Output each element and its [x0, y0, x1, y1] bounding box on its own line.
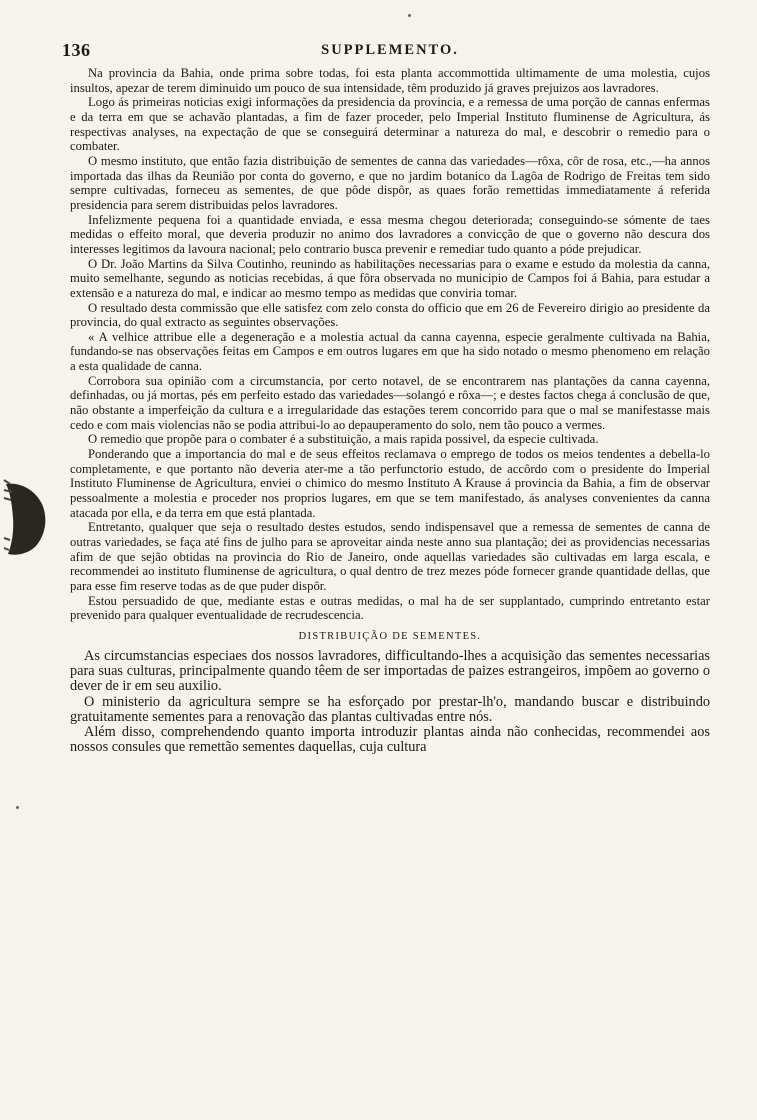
paragraph: As circumstancias especiaes dos nossos lavradores, difficultando-lhes a acquisição das sementes necessarias para suas culturas, principalmente quando têem de ser importadas de paizes estrangeiros, impõem ao governo o dever de ir em seu auxilio. — [70, 647, 710, 695]
page-number: 136 — [62, 40, 91, 60]
document-page — [62, 40, 710, 1100]
scan-speck — [408, 14, 411, 17]
paragraph: Infelizmente pequena foi a quantidade enviada, e essa mesma chegou deteriorada; conseguindo-se sómente de taes medidas o effeito moral, que deveria produzir no animo dos lavradores a convicção de que o governo não descura dos interesses legitimos da lavoura nacional; pelo contrario busca prevenir e remediar tudo quanto a póde prejudicar. — [70, 212, 710, 256]
paragraph: O remedio que propõe para o combater é a substituição, a mais rapida possivel, da especie cultivada. — [88, 432, 599, 447]
paragraph: Logo ás primeiras noticias exigi informações da presidencia da provincia, e a remessa de uma porção de cannas enfermas e da terra em que se achavão plantadas, a fim de fazer proceder, pelo Imperial Instituto fluminense de Agricultura, ás respectivas analyses, na expectação de que se conseguirá determinar a natureza do mal, e descobrir o remedio para o combater. — [70, 95, 710, 154]
paragraph: Além disso, comprehendendo quanto importa introduzir plantas ainda não conhecidas, recommendei aos nossos consules que remettão sementes daquellas, cuja cultura — [70, 723, 710, 756]
paragraph: O resultado desta commissão que elle satisfez com zelo consta do officio que em 26 de Fevereiro dirigio ao presidente da provincia, do qual extracto as seguintes observações. — [70, 300, 710, 330]
page-header — [62, 40, 710, 66]
quoted-paragraph: « A velhice attribue elle a degeneração e a molestia actual da canna cayenna, especie geralmente cultivada na Bahia, fundando-se nas observações feitas em Campos e em outros lugares em que ha sido notado o mesmo phenomeno em relação a esta qualidade de canna. — [70, 329, 710, 374]
paragraph: Estou persuadido de que, mediante estas e outras medidas, o mal ha de ser supplantado, cumprindo entretanto estar prevenido para qualquer eventualidade de recrudescencia. — [70, 593, 710, 623]
binding-shadow-mark — [4, 478, 48, 558]
paragraph: Corrobora sua opinião com a circumstancia, por certo notavel, de se encontrarem nas plantações da canna cayenna, definhadas, ou já mortas, pés em perfeito estado das variedades—solangó e rôxa—; e destes factos chega á conclusão de que, não obstante a imperfeição da cultura e a irregularidade das estações terem concorrido para que o mal se manifestasse mais cedo e com mais violencias não se podia attribui-lo ao depauperamento do solo, nem tão pouco a vermes. — [70, 373, 710, 432]
paragraph: Entretanto, qualquer que seja o resultado destes estudos, sendo indispensavel que a remessa de sementes de canna de outras variedades, se faça até fins de julho para se aproveitar ainda neste anno sua plantação; dei as providencias necessarias afim de que sejão obtidas na provincia do Rio de Janeiro, onde aquellas variedades são cultivadas em larga escala, e recommendei ao instituto fluminense de agricultura, o qual dentro de trez mezes póde fornecer grande quantidade dellas, que para esse fim reserve todas as de que puder dispôr. — [70, 520, 710, 593]
scan-speck — [16, 806, 19, 809]
section-heading: DISTRIBUIÇÃO DE SEMENTES. — [298, 630, 482, 642]
running-title: SUPPLEMENTO. — [321, 42, 459, 58]
paragraph: Na provincia da Bahia, onde prima sobre todas, foi esta planta accommottida ultimamente de uma molestia, cujos insultos, apezar de terem diminuido um pouco de sua intensidade, têm produzido já graves prejuizos aos lavradores. — [70, 66, 710, 95]
paragraph: O Dr. João Martins da Silva Coutinho, reunindo as habilitações necessarias para o exame e estudo da molestia da canna, muito semelhante, segundo as noticias recebidas, á que fôra observada no municipio de Campos foi á Bahia, para estudar a extensão e a natureza do mal, e indicar ao mesmo tempo as medidas que conviria tomar. — [70, 256, 710, 300]
body-text — [70, 66, 710, 623]
paragraph: O ministerio da agricultura sempre se ha esforçado por prestar-lh'o, mandando buscar e distribuindo gratuitamente sementes para a renovação das plantas cultivadas entre nós. — [70, 693, 710, 725]
section-text — [70, 649, 710, 755]
paragraph: O mesmo instituto, que então fazia distribuição de sementes de canna das variedades—rôxa, côr de rosa, etc.,—ha annos importada das ilhas da Reunião por conta do governo, e que no jardim botanico da Lagôa de Rodrigo de Freitas tem sido sempre cultivadas, forneceu as sementes, de que pôde dispôr, as quaes forão remettidas immediatamente á referida presidencia para serem distribuidas pelos lavradores. — [70, 153, 710, 212]
paragraph: Ponderando que a importancia do mal e de seus effeitos reclamava o emprego de todos os meios tendentes a debella-lo completamente, e que portanto não deveria ater-me a tão perfunctorio estudo, de accôrdo com o presidente do Imperial Instituto Fluminense de Agricultura, enviei o chimico do mesmo Instituto A Krause á provincia da Bahia, a fim de observar pessoalmente a molestia e proceder nos proprios lugares, em que se tem manifestado, ás analyses convenientes da canna atacada por ella, e da terra em que está plantada. — [70, 447, 710, 520]
